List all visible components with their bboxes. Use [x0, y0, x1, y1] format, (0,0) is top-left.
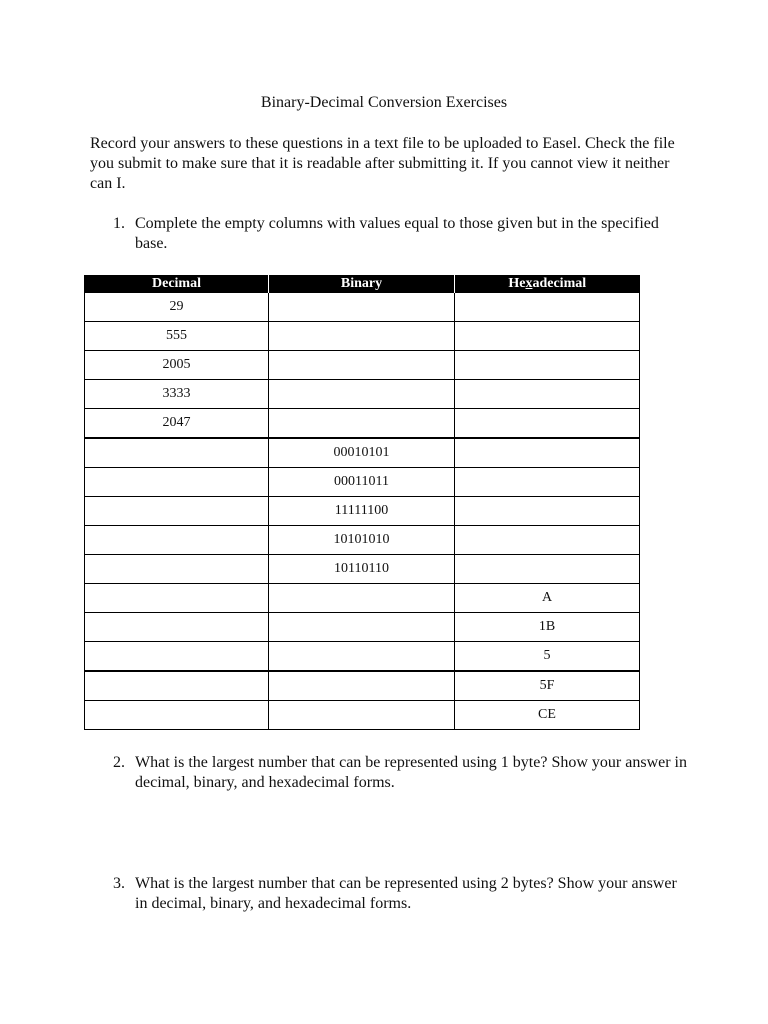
- table-row: [85, 642, 640, 672]
- header-decimal: Decimal: [85, 275, 269, 293]
- table-row: [85, 497, 640, 526]
- binary-cell[interactable]: 10101010: [269, 526, 455, 555]
- table-row: [85, 613, 640, 642]
- hex-cell[interactable]: CE: [455, 701, 640, 730]
- hex-cell[interactable]: 5: [455, 642, 640, 672]
- table-row: [85, 555, 640, 584]
- decimal-cell[interactable]: [85, 438, 269, 468]
- binary-cell[interactable]: [269, 642, 455, 672]
- header-hex-underlined: x: [525, 276, 533, 291]
- table-row: [85, 468, 640, 497]
- binary-cell[interactable]: [269, 701, 455, 730]
- question-text: Complete the empty columns with values equal to those given but in the specified base.: [135, 215, 659, 252]
- decimal-cell[interactable]: [85, 613, 269, 642]
- conversion-table: [84, 275, 640, 730]
- table-row: [85, 526, 640, 555]
- question-number: 1.: [113, 215, 125, 232]
- hex-cell[interactable]: [455, 497, 640, 526]
- binary-cell[interactable]: [269, 351, 455, 380]
- intro-paragraph: Record your answers to these questions in a text file to be uploaded to Easel. Check the file you submit to make sure that it is readable after submitting it. If you cannot view it neither can I.: [90, 135, 675, 192]
- question-3: [113, 874, 693, 914]
- binary-cell[interactable]: 00010101: [269, 438, 455, 468]
- decimal-cell[interactable]: [85, 584, 269, 613]
- decimal-cell[interactable]: 29: [85, 293, 269, 322]
- question-text: What is the largest number that can be represented using 2 bytes? Show your answer in decimal, binary, and hexadecimal forms.: [135, 875, 677, 912]
- decimal-cell[interactable]: 555: [85, 322, 269, 351]
- hex-cell[interactable]: [455, 409, 640, 439]
- table-row: [85, 293, 640, 322]
- table-row: [85, 380, 640, 409]
- question-number: 2.: [113, 754, 125, 771]
- decimal-cell[interactable]: 3333: [85, 380, 269, 409]
- question-1: [113, 214, 693, 254]
- binary-cell[interactable]: [269, 293, 455, 322]
- table-row: [85, 351, 640, 380]
- table-row: [85, 409, 640, 439]
- binary-cell[interactable]: 11111100: [269, 497, 455, 526]
- decimal-cell[interactable]: [85, 701, 269, 730]
- hex-cell[interactable]: [455, 322, 640, 351]
- question-text: What is the largest number that can be represented using 1 byte? Show your answer in decimal, binary, and hexadecimal forms.: [135, 754, 687, 791]
- table-row: [85, 671, 640, 701]
- table-row: [85, 438, 640, 468]
- hex-cell[interactable]: [455, 438, 640, 468]
- binary-cell[interactable]: 00011011: [269, 468, 455, 497]
- hex-cell[interactable]: [455, 380, 640, 409]
- decimal-cell[interactable]: [85, 642, 269, 672]
- binary-cell[interactable]: [269, 584, 455, 613]
- hex-cell[interactable]: 5F: [455, 671, 640, 701]
- header-hex-suffix: adecimal: [532, 276, 587, 291]
- binary-cell[interactable]: [269, 613, 455, 642]
- question-number: 3.: [113, 875, 125, 892]
- binary-cell[interactable]: [269, 409, 455, 439]
- header-hexadecimal: [455, 275, 640, 293]
- header-hex-prefix: He: [508, 276, 526, 291]
- hex-cell[interactable]: [455, 293, 640, 322]
- hex-cell[interactable]: [455, 526, 640, 555]
- table-row: [85, 584, 640, 613]
- binary-cell[interactable]: [269, 322, 455, 351]
- table-header-row: [85, 275, 640, 293]
- binary-cell[interactable]: 10110110: [269, 555, 455, 584]
- decimal-cell[interactable]: 2005: [85, 351, 269, 380]
- binary-cell[interactable]: [269, 671, 455, 701]
- table-row: [85, 701, 640, 730]
- table-row: [85, 322, 640, 351]
- decimal-cell[interactable]: [85, 555, 269, 584]
- binary-cell[interactable]: [269, 380, 455, 409]
- page-title: Binary-Decimal Conversion Exercises: [260, 94, 508, 111]
- hex-cell[interactable]: [455, 555, 640, 584]
- hex-cell[interactable]: A: [455, 584, 640, 613]
- question-2: [113, 753, 693, 793]
- header-binary: Binary: [269, 275, 455, 293]
- hex-cell[interactable]: 1B: [455, 613, 640, 642]
- decimal-cell[interactable]: 2047: [85, 409, 269, 439]
- hex-cell[interactable]: [455, 468, 640, 497]
- hex-cell[interactable]: [455, 351, 640, 380]
- decimal-cell[interactable]: [85, 671, 269, 701]
- decimal-cell[interactable]: [85, 468, 269, 497]
- decimal-cell[interactable]: [85, 526, 269, 555]
- decimal-cell[interactable]: [85, 497, 269, 526]
